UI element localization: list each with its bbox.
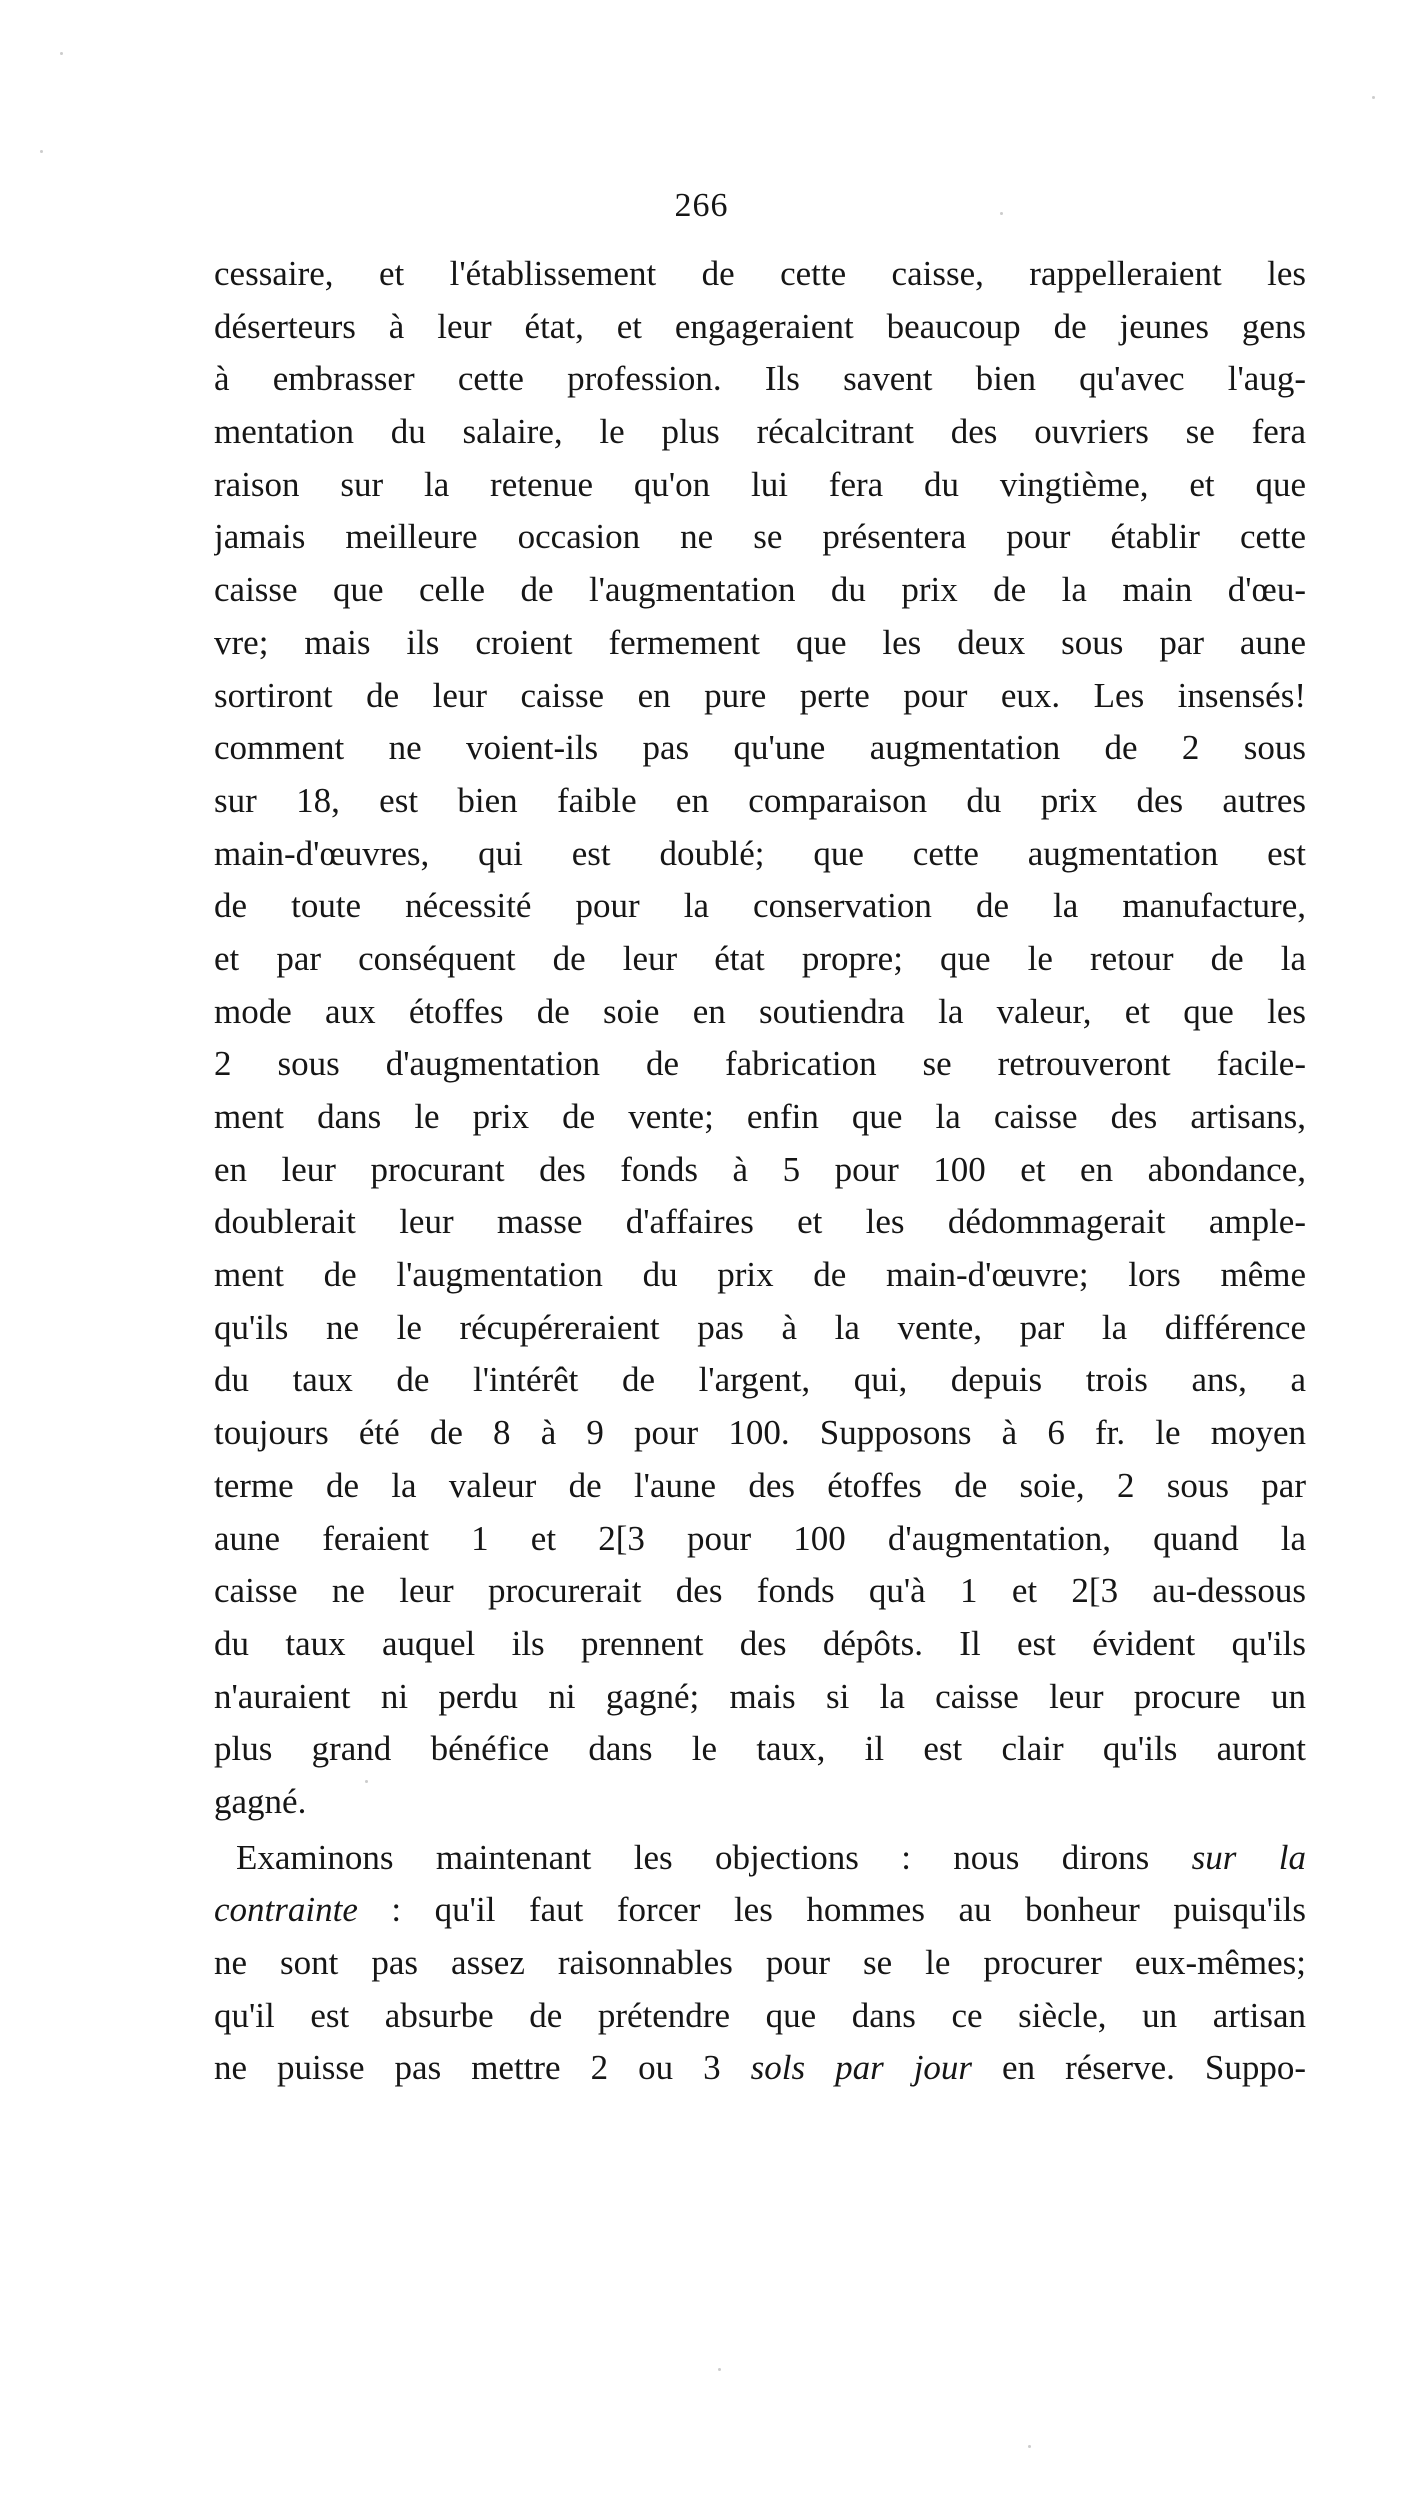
paper-speck <box>1372 96 1375 99</box>
text-line: caisse que celle de l'augmentation du prix de la main d'œu- <box>214 570 1306 610</box>
paragraph-2 <box>214 1832 1306 2095</box>
paper-speck <box>60 52 63 55</box>
text-run: qu'il est absurbe de prétendre que dans ce siècle, un artisan <box>214 1995 1306 2035</box>
text-line: mentation du salaire, le plus récalcitrant des ouvriers se fera <box>214 412 1306 452</box>
text-line: aune feraient 1 et 2[3 pour 100 d'augmentation, quand la <box>214 1518 1306 1558</box>
text-line: du taux de l'intérêt de l'argent, qui, depuis trois ans, a <box>214 1360 1306 1400</box>
text-line: vre; mais ils croient fermement que les deux sous par aune <box>214 622 1306 662</box>
paper-speck <box>365 1780 368 1783</box>
text-line: n'auraient ni perdu ni gagné; mais si la caisse leur procure un <box>214 1676 1306 1716</box>
paper-speck <box>718 2368 721 2371</box>
text-line <box>214 2042 1306 2095</box>
text-run: ne sont pas assez raisonnables pour se le procurer eux-mêmes; <box>214 1943 1306 1982</box>
text-line: cessaire, et l'établissement de cette caisse, rappelleraient les <box>214 254 1306 293</box>
paper-speck <box>1028 2445 1031 2448</box>
italic-run: sur la <box>1191 1837 1306 1877</box>
text-run: en réserve. Suppo- <box>972 2048 1306 2088</box>
text-line: sur 18, est bien faible en comparaison du prix des autres <box>214 780 1306 820</box>
text-line: doublerait leur masse d'affaires et les dédommagerait ample- <box>214 1202 1306 1242</box>
text-run: Examinons maintenant les objections : nous dirons <box>236 1837 1192 1877</box>
text-line <box>214 1832 1306 1885</box>
text-line <box>214 1990 1306 2043</box>
text-line: toujours été de 8 à 9 pour 100. Supposons à 6 fr. le moyen <box>214 1413 1306 1453</box>
text-line: gagné. <box>214 1781 307 1821</box>
text-line <box>214 1884 1306 1937</box>
body-text <box>214 248 1306 2095</box>
text-line <box>214 1937 1306 1990</box>
text-line: jamais meilleure occasion ne se présentera pour établir cette <box>214 517 1306 557</box>
text-line: 2 sous d'augmentation de fabrication se retrouveront facile- <box>214 1044 1306 1084</box>
paper-speck <box>40 150 43 153</box>
paper-speck <box>1000 212 1003 215</box>
text-line: main-d'œuvres, qui est doublé; que cette augmentation est <box>214 833 1306 873</box>
text-line: ment dans le prix de vente; enfin que la caisse des artisans, <box>214 1097 1306 1136</box>
text-line: de toute nécessité pour la conservation de la manufacture, <box>214 886 1306 926</box>
text-line: sortiront de leur caisse en pure perte pour eux. Les insensés! <box>214 675 1306 715</box>
text-line: qu'ils ne le récupéreraient pas à la vente, par la différence <box>214 1307 1306 1347</box>
text-line: comment ne voient-ils pas qu'une augmentation de 2 sous <box>214 728 1306 768</box>
text-line: en leur procurant des fonds à 5 pour 100 et en abondance, <box>214 1149 1306 1189</box>
italic-run: sols par jour <box>750 2048 973 2088</box>
text-line: ment de l'augmentation du prix de main-d'œuvre; lors même <box>214 1255 1306 1295</box>
text-run: ne puisse pas mettre 2 ou 3 <box>214 2048 751 2088</box>
italic-run: contrainte <box>214 1890 358 1930</box>
text-line: mode aux étoffes de soie en soutiendra la valeur, et que les <box>214 991 1306 1031</box>
text-line: déserteurs à leur état, et engageraient beaucoup de jeunes gens <box>214 306 1306 346</box>
text-run: : qu'il faut forcer les hommes au bonheur puisqu'ils <box>357 1890 1306 1930</box>
paragraph-1 <box>214 248 1306 1829</box>
text-line: raison sur la retenue qu'on lui fera du vingtième, et que <box>214 464 1306 504</box>
text-line: caisse ne leur procurerait des fonds qu'à 1 et 2[3 au-dessous <box>214 1571 1306 1611</box>
text-line: plus grand bénéfice dans le taux, il est clair qu'ils auront <box>214 1729 1306 1769</box>
text-line: terme de la valeur de l'aune des étoffes de soie, 2 sous par <box>214 1465 1306 1505</box>
text-line: du taux auquel ils prennent des dépôts. Il est évident qu'ils <box>214 1623 1306 1663</box>
text-line: à embrasser cette profession. Ils savent bien qu'avec l'aug- <box>214 359 1306 399</box>
text-line: et par conséquent de leur état propre; que le retour de la <box>214 938 1306 978</box>
page-number: 266 <box>674 187 729 224</box>
